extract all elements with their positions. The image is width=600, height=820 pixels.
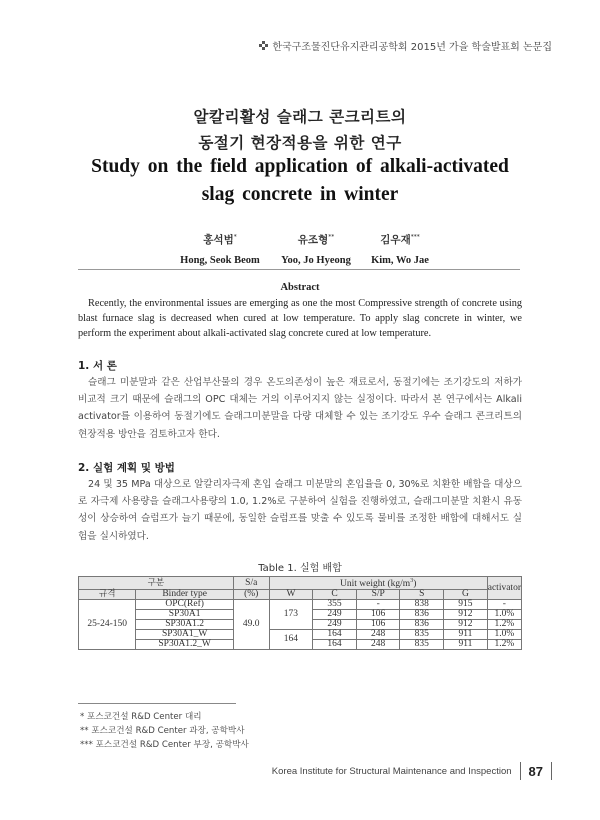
header-g: G <box>444 590 488 600</box>
cell-g: 912 <box>444 620 488 630</box>
cell-binder: SP30A1 <box>136 610 233 620</box>
footer-separator <box>520 762 521 780</box>
title-english-line1: Study on the field application of alkali-activated <box>91 156 509 177</box>
header-spec: 규격 <box>79 590 136 600</box>
cell-binder: SP30A1_W <box>136 630 233 640</box>
cell-sp: 248 <box>356 640 400 650</box>
section-1-heading: 1. 서 론 <box>78 360 117 372</box>
header-c: C <box>313 590 357 600</box>
header-group: 구분 <box>79 577 234 590</box>
cell-w: 164 <box>269 630 313 650</box>
header-activator: activator <box>487 577 521 600</box>
title-korean-line2: 동절기 현장적용을 위한 연구 <box>198 134 402 152</box>
author-1-name-ko: 홍석범 <box>203 234 234 246</box>
header-sa-unit: (%) <box>233 590 269 600</box>
footnotes <box>80 710 249 752</box>
header-sp: S/P <box>356 590 400 600</box>
cell-binder: OPC(Ref) <box>136 600 233 610</box>
footer-organization: Korea Institute for Structural Maintenance and Inspection <box>271 765 512 777</box>
header-unit-weight: Unit weight $(kg/m^3)$ <box>269 577 487 590</box>
header-binder: Binder type <box>136 590 233 600</box>
conference-name: 한국구조물진단유지관리공학회 2015년 가을 학술발표회 논문집 <box>272 42 552 53</box>
author-3-mark: *** <box>410 233 420 241</box>
cell-activator: - <box>487 600 521 610</box>
author-3 <box>340 232 460 266</box>
cell-s: 836 <box>400 620 444 630</box>
author-2-mark: ** <box>328 233 335 241</box>
table-caption: Table 1. 실험 배합 <box>258 563 342 574</box>
author-3-name-en: Kim, Wo Jae <box>371 255 429 266</box>
dots-icon <box>259 41 268 50</box>
cell-spec: 25-24-150 <box>79 600 136 650</box>
footer-separator-right <box>551 762 552 780</box>
running-header <box>259 38 552 53</box>
cell-sp: 106 <box>356 610 400 620</box>
author-1-name-en: Hong, Seok Beom <box>180 255 260 266</box>
cell-binder: SP30A1.2_W <box>136 640 233 650</box>
author-3-name-ko: 김우재 <box>380 234 411 246</box>
table-row <box>79 630 522 640</box>
section-2-heading: 2. 실험 계획 및 방법 <box>78 462 175 474</box>
cell-binder: SP30A1.2 <box>136 620 233 630</box>
divider <box>78 269 520 270</box>
cell-activator: 1.0% <box>487 610 521 620</box>
author-1-mark: * <box>233 233 237 241</box>
footnote-1: * 포스코건설 R&D Center 대리 <box>80 712 202 722</box>
cell-c: 249 <box>313 610 357 620</box>
cell-activator: 1.2% <box>487 620 521 630</box>
cell-g: 912 <box>444 610 488 620</box>
title-english-line2: slag concrete in winter <box>201 184 399 205</box>
abstract-body: Recently, the environmental issues are emerging as one the most Compressive strength of concrete using blast furnace slag is decreased when cured at low temperature. To apply slag concrete in winter, we perform the experiment about alkali-activated slag concrete cured at low temperature. <box>78 298 522 339</box>
cell-g: 915 <box>444 600 488 610</box>
header-s: S <box>400 590 444 600</box>
author-2-name-ko: 유조형 <box>297 234 329 246</box>
footnote-2: ** 포스코건설 R&D Center 과장, 공학박사 <box>80 726 245 736</box>
author-2-name-en: Yoo, Jo Hyeong <box>281 255 351 266</box>
cell-w: 173 <box>269 600 313 630</box>
footnote-3: *** 포스코건설 R&D Center 부장, 공학박사 <box>80 740 249 750</box>
cell-c: 164 <box>313 640 357 650</box>
cell-sp: 106 <box>356 620 400 630</box>
title-korean-line1: 알칼리활성 슬래그 콘크리트의 <box>193 108 407 126</box>
cell-activator: 1.0% <box>487 630 521 640</box>
cell-s: 835 <box>400 640 444 650</box>
cell-g: 911 <box>444 630 488 640</box>
cell-c: 355 <box>313 600 357 610</box>
section-2-body: 24 및 35 MPa 대상으로 알칼리자극제 혼입 슬래그 미분말의 혼입율을 0, 30%로 치환한 배합을 대상으로 자극제 사용량을 슬래그사용량의 1.0, 1.2%로 구분하여 실험을 진행하였고, 슬래그미분말 치환시 유동성이 상승하여 슬럼프가 늘기 때문에, 동일한 슬럼프를 맞출 수 있도록 물비를 조정한 배합에 대해서도 실험을 실시하였다. <box>78 479 522 542</box>
cell-s: 836 <box>400 610 444 620</box>
page-footer <box>272 762 552 780</box>
footnote-divider <box>78 703 236 704</box>
cell-sa: 49.0 <box>233 600 269 650</box>
cell-s: 838 <box>400 600 444 610</box>
cell-c: 164 <box>313 630 357 640</box>
header-sa: S/a <box>233 577 269 590</box>
cell-activator: 1.2% <box>487 640 521 650</box>
section-1-body: 슬래그 미분말과 같은 산업부산물의 경우 온도의존성이 높은 재료로서, 동절기에는 조기강도의 저하가 비교적 크기 때문에 슬래그의 OPC 대체는 거의 이루어지지 않는 실정이다. 따라서 본 연구에서는 Alkali activator를 이용하여 동절기에도 슬래그미분말을 다량 대체할 수 있는 조기강도 우수 슬래그 콘크리트의 현장적용 방안을 검토하고자 한다. <box>78 377 522 440</box>
cell-s: 835 <box>400 630 444 640</box>
cell-g: 911 <box>444 640 488 650</box>
mix-table <box>78 576 522 650</box>
page-number: 87 <box>528 763 543 779</box>
header-w: W <box>269 590 313 600</box>
abstract-heading: Abstract <box>280 282 320 293</box>
table-row <box>79 600 522 610</box>
cell-c: 249 <box>313 620 357 630</box>
cell-sp: - <box>356 600 400 610</box>
cell-sp: 248 <box>356 630 400 640</box>
